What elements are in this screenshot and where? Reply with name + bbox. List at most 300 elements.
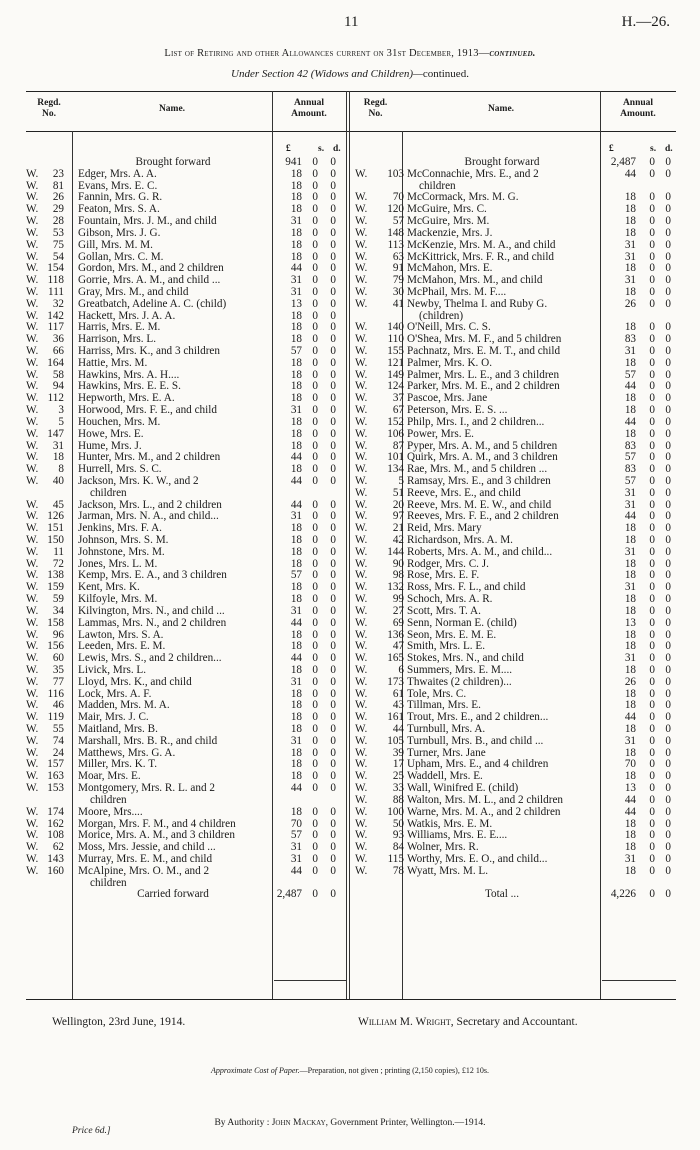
amount-shillings: 0 bbox=[649, 652, 655, 665]
regd-number: 30 bbox=[392, 285, 404, 298]
regd-prefix: W. bbox=[26, 498, 39, 511]
table-bottom-rule bbox=[26, 999, 676, 1000]
authority-suffix: , Government Printer, Wellington.—1914. bbox=[325, 1118, 486, 1128]
table-row bbox=[26, 429, 346, 441]
amount-pounds: 18 bbox=[290, 534, 302, 546]
allowee-name: Featon, Mrs. S. A. bbox=[78, 204, 160, 216]
authority-printer: John Mackay bbox=[271, 1118, 326, 1128]
amount-pence: 0 bbox=[665, 723, 671, 735]
amount-shillings: 0 bbox=[649, 404, 655, 417]
amount-shillings: 0 bbox=[312, 805, 318, 818]
amount-shillings: 0 bbox=[312, 723, 318, 735]
regd-number: 174 bbox=[47, 805, 64, 818]
amount-pence: 0 bbox=[330, 581, 336, 594]
allowee-name: Senn, Norman E. (child) bbox=[407, 617, 517, 629]
regd-prefix: W. bbox=[355, 557, 368, 570]
allowee-name: Hunter, Mrs. M., and 2 children bbox=[78, 452, 221, 464]
regd-number: 93 bbox=[392, 829, 404, 842]
allowee-name: McGuire, Mrs. C. bbox=[407, 204, 487, 216]
amount-shillings: 0 bbox=[312, 451, 318, 464]
header-regd-no-right bbox=[349, 98, 402, 120]
amount-pence: 0 bbox=[330, 510, 336, 523]
regd-prefix: W. bbox=[355, 297, 368, 310]
amount-pence: 0 bbox=[665, 167, 671, 180]
regd-number: 136 bbox=[387, 628, 404, 641]
amount-pence: 0 bbox=[665, 793, 671, 806]
amount-pounds: 18 bbox=[624, 534, 636, 546]
amount-pounds: 13 bbox=[624, 782, 636, 795]
amount-shillings: 0 bbox=[649, 297, 655, 310]
regd-number: 37 bbox=[392, 392, 404, 405]
allowee-name: Edger, Mrs. A. A. bbox=[78, 168, 157, 180]
amount-shillings: 0 bbox=[312, 581, 318, 594]
amount-pounds: 18 bbox=[624, 215, 636, 228]
amount-pounds: 18 bbox=[624, 723, 636, 735]
amount-pounds: 18 bbox=[624, 285, 636, 298]
regd-number: 160 bbox=[47, 864, 64, 877]
amount-shillings: 0 bbox=[649, 392, 655, 405]
amount-pence: 0 bbox=[665, 593, 671, 606]
amount-shillings: 0 bbox=[312, 545, 318, 558]
header-name-left: Name. bbox=[158, 104, 186, 114]
amount-pence: 0 bbox=[665, 238, 671, 251]
total-rule bbox=[602, 980, 676, 981]
amount-pence: 0 bbox=[330, 238, 336, 251]
allowee-name: Maitland, Mrs. B. bbox=[78, 724, 158, 735]
amount-shillings: 0 bbox=[312, 262, 318, 275]
allowee-name: children bbox=[419, 180, 456, 192]
regd-number: 142 bbox=[47, 309, 64, 322]
amount-pence: 0 bbox=[665, 569, 671, 582]
regd-number: 87 bbox=[392, 439, 404, 452]
allowee-name: Matthews, Mrs. G. A. bbox=[78, 747, 176, 759]
amount-pence: 0 bbox=[330, 640, 336, 653]
amount-shillings: 0 bbox=[312, 226, 318, 239]
regd-prefix: W. bbox=[26, 746, 39, 759]
regd-prefix: W. bbox=[26, 274, 39, 287]
regd-prefix: W. bbox=[355, 215, 368, 228]
allowee-name: Richardson, Mrs. A. M. bbox=[407, 535, 513, 546]
amount-pence: 0 bbox=[330, 652, 336, 665]
regd-number: 115 bbox=[387, 852, 404, 865]
amount-pounds: 18 bbox=[624, 569, 636, 582]
regd-number: 100 bbox=[387, 805, 404, 818]
table-row bbox=[26, 299, 346, 311]
allowee-name: Brought forward bbox=[135, 157, 211, 168]
allowee-name: Pachnatz, Mrs. E. M. T., and child bbox=[407, 346, 561, 357]
amount-pence: 0 bbox=[665, 380, 671, 393]
amount-shillings: 0 bbox=[312, 841, 318, 854]
amount-pence: 0 bbox=[330, 534, 336, 546]
amount-shillings: 0 bbox=[312, 356, 318, 369]
allowee-name: McMahon, Mrs. M., and child bbox=[407, 275, 543, 287]
regd-number: 35 bbox=[52, 663, 64, 676]
regd-number: 70 bbox=[392, 191, 404, 204]
amount-pounds: 18 bbox=[290, 805, 302, 818]
regd-number: 152 bbox=[387, 415, 404, 428]
amount-shillings: 0 bbox=[312, 167, 318, 180]
amount-pence: 0 bbox=[665, 356, 671, 369]
amount-pounds: 18 bbox=[624, 829, 636, 842]
regd-number: 155 bbox=[387, 345, 404, 357]
regd-prefix: W. bbox=[355, 687, 368, 700]
amount-shillings: 0 bbox=[649, 250, 655, 263]
allowee-name: McKenzie, Mrs. M. A., and child bbox=[407, 239, 556, 251]
amount-shillings: 0 bbox=[649, 321, 655, 334]
amount-shillings: 0 bbox=[649, 356, 655, 369]
allowee-name: Hepworth, Mrs. E. A. bbox=[78, 393, 175, 405]
allowee-name: (children) bbox=[419, 310, 464, 322]
regd-prefix: W. bbox=[355, 463, 368, 476]
allowee-name: Turnbull, Mrs. B., and child ... bbox=[407, 735, 544, 747]
amount-shillings: 0 bbox=[649, 782, 655, 795]
allowee-name: O'Neill, Mrs. C. S. bbox=[407, 322, 491, 334]
amount-shillings: 0 bbox=[312, 888, 318, 901]
amount-pence: 0 bbox=[330, 463, 336, 476]
allowee-name: Harriss, Mrs. K., and 3 children bbox=[78, 346, 220, 357]
amount-shillings: 0 bbox=[312, 285, 318, 298]
authority-prefix: By Authority : bbox=[214, 1118, 270, 1128]
allowee-name: Williams, Mrs. E. E.... bbox=[407, 830, 508, 842]
regd-prefix: W. bbox=[355, 486, 368, 499]
regd-number: 154 bbox=[47, 262, 64, 275]
regd-prefix: W. bbox=[26, 569, 39, 582]
allowee-name: Kilvington, Mrs. N., and child ... bbox=[78, 605, 225, 617]
regd-prefix: W. bbox=[26, 191, 39, 204]
amount-pounds: 18 bbox=[290, 439, 302, 452]
regd-prefix: W. bbox=[355, 581, 368, 594]
table-row bbox=[26, 606, 346, 618]
amount-pence: 0 bbox=[330, 699, 336, 712]
regd-prefix: W. bbox=[26, 392, 39, 405]
allowee-name: Watkis, Mrs. E. M. bbox=[407, 818, 493, 830]
amount-shillings: 0 bbox=[649, 380, 655, 393]
regd-number: 3 bbox=[58, 404, 64, 417]
regd-prefix: W. bbox=[26, 368, 39, 381]
regd-number: 113 bbox=[387, 238, 404, 251]
amount-shillings: 0 bbox=[649, 723, 655, 735]
amount-pence: 0 bbox=[665, 581, 671, 594]
regd-prefix: W. bbox=[26, 782, 39, 795]
amount-pounds: 44 bbox=[624, 805, 636, 818]
amount-pence: 0 bbox=[330, 569, 336, 582]
amount-pence: 0 bbox=[665, 156, 671, 168]
regd-prefix: W. bbox=[26, 841, 39, 854]
allowee-name: Summers, Mrs. E. M.... bbox=[407, 664, 513, 676]
regd-prefix: W. bbox=[355, 604, 368, 617]
unit-pence-left: d. bbox=[333, 144, 341, 154]
table-row bbox=[26, 358, 346, 370]
regd-number: 173 bbox=[387, 675, 404, 688]
regd-number: 97 bbox=[392, 510, 404, 523]
allowee-name: Gollan, Mrs. C. M. bbox=[78, 251, 164, 263]
regd-number: 21 bbox=[392, 522, 404, 535]
regd-prefix: W. bbox=[26, 167, 39, 180]
allowee-name: Ross, Mrs. F. L., and child bbox=[407, 582, 526, 594]
amount-pence: 0 bbox=[330, 663, 336, 676]
summary-row bbox=[355, 889, 676, 901]
amount-pounds: 44 bbox=[290, 616, 302, 629]
regd-prefix: W. bbox=[26, 723, 39, 735]
amount-pounds: 18 bbox=[624, 628, 636, 641]
regd-prefix: W. bbox=[355, 226, 368, 239]
regd-prefix: W. bbox=[355, 534, 368, 546]
amount-pounds: 18 bbox=[290, 333, 302, 346]
amount-pounds: 18 bbox=[290, 226, 302, 239]
amount-pence: 0 bbox=[665, 297, 671, 310]
allowee-name: Lawton, Mrs. S. A. bbox=[78, 629, 164, 641]
regd-prefix: W. bbox=[355, 864, 368, 877]
amount-pence: 0 bbox=[330, 841, 336, 854]
regd-prefix: W. bbox=[355, 345, 368, 357]
amount-pence: 0 bbox=[330, 215, 336, 228]
amount-pence: 0 bbox=[330, 345, 336, 357]
allowee-name: Total ... bbox=[484, 889, 519, 901]
regd-number: 44 bbox=[392, 723, 404, 735]
regd-number: 134 bbox=[387, 463, 404, 476]
regd-prefix: W. bbox=[26, 604, 39, 617]
regd-prefix: W. bbox=[26, 734, 39, 747]
allowee-name: Carried forward bbox=[137, 889, 209, 901]
title-text: List of Retiring and other Allowances current on 31st December, 1913— bbox=[164, 48, 490, 59]
amount-pounds: 18 bbox=[290, 711, 302, 724]
table-row bbox=[355, 488, 676, 500]
column-divider bbox=[349, 91, 350, 999]
unit-pence-right: d. bbox=[665, 144, 673, 154]
table-row bbox=[355, 807, 676, 819]
allowee-name: Turner, Mrs. Jane bbox=[407, 747, 486, 759]
amount-pence: 0 bbox=[665, 191, 671, 204]
amount-shillings: 0 bbox=[312, 852, 318, 865]
regd-number: 29 bbox=[52, 203, 64, 216]
regd-prefix: W. bbox=[26, 474, 39, 487]
regd-prefix: W. bbox=[26, 829, 39, 842]
amount-pounds: 18 bbox=[290, 321, 302, 334]
amount-shillings: 0 bbox=[649, 427, 655, 440]
amount-pounds: 941 bbox=[285, 156, 302, 168]
regd-prefix: W. bbox=[355, 262, 368, 275]
allowee-name: Ramsay, Mrs. E., and 3 children bbox=[407, 475, 551, 487]
table-row bbox=[355, 736, 676, 748]
regd-prefix: W. bbox=[355, 675, 368, 688]
amount-pence: 0 bbox=[330, 226, 336, 239]
regd-number: 106 bbox=[387, 427, 404, 440]
allowee-name: Thwaites (2 children)... bbox=[407, 676, 512, 688]
allowee-name: Jackson, Mrs. K. W., and 2 bbox=[78, 475, 199, 487]
regd-number: 26 bbox=[52, 191, 64, 204]
regd-number: 47 bbox=[392, 640, 404, 653]
amount-pounds: 31 bbox=[624, 250, 636, 263]
regd-prefix: W. bbox=[26, 427, 39, 440]
allowee-name: Hume, Mrs. J. bbox=[78, 440, 142, 452]
amount-pence: 0 bbox=[665, 711, 671, 724]
signatory-name: William M. Wright bbox=[358, 1016, 451, 1028]
regd-prefix: W. bbox=[26, 616, 39, 629]
table-row bbox=[26, 169, 346, 181]
allowee-name: Palmer, Mrs. K. O. bbox=[407, 357, 493, 369]
amount-pence: 0 bbox=[665, 250, 671, 263]
allowee-name: Seon, Mrs. E. M. E. bbox=[407, 629, 497, 641]
allowee-name: McConnachie, Mrs. E., and 2 bbox=[407, 168, 539, 180]
allowee-name: Rodger, Mrs. C. J. bbox=[407, 558, 489, 570]
left-allowance-list bbox=[26, 157, 346, 901]
regd-number: 28 bbox=[52, 215, 64, 228]
allowee-name: Gray, Mrs. M., and child bbox=[78, 286, 189, 298]
amount-pounds: 31 bbox=[624, 498, 636, 511]
amount-shillings: 0 bbox=[312, 522, 318, 535]
regd-number: 5 bbox=[398, 474, 404, 487]
amount-pounds: 18 bbox=[290, 640, 302, 653]
regd-number: 144 bbox=[387, 545, 404, 558]
header-no-label: No. bbox=[368, 109, 383, 119]
regd-number: 67 bbox=[392, 404, 404, 417]
amount-shillings: 0 bbox=[312, 817, 318, 830]
amount-shillings: 0 bbox=[312, 699, 318, 712]
amount-pounds: 31 bbox=[624, 652, 636, 665]
amount-pounds: 18 bbox=[624, 356, 636, 369]
amount-shillings: 0 bbox=[312, 345, 318, 357]
header-annual-amount-right bbox=[600, 98, 676, 120]
amount-pounds: 18 bbox=[624, 203, 636, 216]
regd-prefix: W. bbox=[26, 852, 39, 865]
amount-shillings: 0 bbox=[649, 203, 655, 216]
allowee-name: Kilfoyle, Mrs. M. bbox=[78, 594, 158, 606]
allowee-name: Moss, Mrs. Jessie, and child ... bbox=[78, 842, 216, 854]
allowee-name: Tole, Mrs. C. bbox=[407, 688, 467, 700]
amount-shillings: 0 bbox=[312, 569, 318, 582]
amount-shillings: 0 bbox=[649, 829, 655, 842]
amount-shillings: 0 bbox=[649, 474, 655, 487]
regd-number: 55 bbox=[52, 723, 64, 735]
amount-shillings: 0 bbox=[649, 439, 655, 452]
amount-pounds: 31 bbox=[624, 852, 636, 865]
regd-number: 91 bbox=[392, 262, 404, 275]
regd-number: 132 bbox=[387, 581, 404, 594]
amount-pence: 0 bbox=[330, 392, 336, 405]
header-annual-label: Annual bbox=[293, 98, 325, 108]
allowee-name: Hawkins, Mrs. A. H.... bbox=[78, 369, 180, 381]
regd-prefix: W. bbox=[355, 510, 368, 523]
regd-number: 54 bbox=[52, 250, 64, 263]
subtitle-text: Under Section 42 (Widows and Children)— bbox=[231, 68, 423, 80]
header-regd-label: Regd. bbox=[37, 98, 61, 108]
regd-prefix: W. bbox=[26, 179, 39, 192]
allowee-name: Montgomery, Mrs. R. L. and 2 bbox=[78, 783, 215, 795]
regd-number: 72 bbox=[52, 557, 64, 570]
regd-prefix: W. bbox=[26, 581, 39, 594]
amount-shillings: 0 bbox=[649, 687, 655, 700]
regd-prefix: W. bbox=[355, 285, 368, 298]
amount-shillings: 0 bbox=[312, 593, 318, 606]
regd-prefix: W. bbox=[355, 368, 368, 381]
regd-prefix: W. bbox=[26, 663, 39, 676]
document-title bbox=[0, 48, 700, 59]
regd-prefix: W. bbox=[26, 640, 39, 653]
amount-pence: 0 bbox=[665, 345, 671, 357]
subtitle-continued: continued. bbox=[422, 68, 469, 80]
amount-pounds: 18 bbox=[290, 380, 302, 393]
regd-prefix: W. bbox=[355, 191, 368, 204]
regd-number: 31 bbox=[52, 439, 64, 452]
regd-prefix: W. bbox=[355, 711, 368, 724]
regd-number: 39 bbox=[392, 746, 404, 759]
amount-shillings: 0 bbox=[649, 888, 655, 901]
amount-shillings: 0 bbox=[649, 498, 655, 511]
amount-shillings: 0 bbox=[649, 156, 655, 168]
allowee-name: Madden, Mrs. M. A. bbox=[78, 700, 170, 712]
amount-shillings: 0 bbox=[312, 274, 318, 287]
amount-pounds: 18 bbox=[624, 522, 636, 535]
regd-prefix: W. bbox=[355, 274, 368, 287]
amount-pence: 0 bbox=[665, 829, 671, 842]
regd-prefix: W. bbox=[355, 746, 368, 759]
allowee-name: Greatbatch, Adeline A. C. (child) bbox=[78, 298, 227, 310]
amount-pounds: 18 bbox=[290, 179, 302, 192]
allowee-name: Morice, Mrs. A. M., and 3 children bbox=[78, 830, 235, 842]
amount-pence: 0 bbox=[330, 675, 336, 688]
table-row bbox=[26, 736, 346, 748]
amount-pounds: 31 bbox=[290, 852, 302, 865]
amount-shillings: 0 bbox=[649, 167, 655, 180]
amount-pounds: 31 bbox=[290, 675, 302, 688]
allowee-name: Reid, Mrs. Mary bbox=[407, 523, 482, 535]
amount-pence: 0 bbox=[330, 203, 336, 216]
allowee-name: Upham, Mrs. E., and 4 children bbox=[407, 759, 549, 771]
regd-number: 143 bbox=[47, 852, 64, 865]
amount-pounds: 18 bbox=[290, 628, 302, 641]
regd-prefix: W. bbox=[26, 404, 39, 417]
allowee-name: Lewis, Mrs. S., and 2 children... bbox=[78, 653, 222, 665]
regd-prefix: W. bbox=[26, 593, 39, 606]
regd-number: 110 bbox=[387, 333, 404, 346]
amount-pounds: 31 bbox=[624, 486, 636, 499]
amount-shillings: 0 bbox=[312, 439, 318, 452]
allowee-name: Pyper, Mrs. A. M., and 5 children bbox=[407, 440, 558, 452]
amount-pounds: 18 bbox=[624, 404, 636, 417]
table-row bbox=[355, 240, 676, 252]
regd-prefix: W. bbox=[26, 628, 39, 641]
amount-pounds: 18 bbox=[290, 557, 302, 570]
regd-number: 50 bbox=[392, 817, 404, 830]
amount-pounds: 18 bbox=[290, 167, 302, 180]
table-row bbox=[26, 228, 346, 240]
amount-pounds: 18 bbox=[624, 699, 636, 712]
regd-number: 6 bbox=[398, 663, 404, 676]
regd-number: 45 bbox=[52, 498, 64, 511]
table-row bbox=[26, 287, 346, 299]
amount-pence: 0 bbox=[330, 746, 336, 759]
table-row bbox=[26, 795, 346, 807]
amount-pence: 0 bbox=[665, 663, 671, 676]
amount-pence: 0 bbox=[330, 474, 336, 487]
allowee-name: Hawkins, Mrs. E. E. S. bbox=[78, 381, 181, 393]
amount-pounds: 26 bbox=[624, 675, 636, 688]
allowee-name: Jenkins, Mrs. F. A. bbox=[78, 523, 162, 535]
amount-pounds: 18 bbox=[624, 262, 636, 275]
document-subtitle bbox=[0, 68, 700, 80]
table-row bbox=[26, 417, 346, 429]
amount-shillings: 0 bbox=[649, 581, 655, 594]
amount-pounds: 18 bbox=[624, 746, 636, 759]
amount-pence: 0 bbox=[330, 852, 336, 865]
regd-prefix: W. bbox=[26, 203, 39, 216]
amount-pence: 0 bbox=[665, 392, 671, 405]
amount-shillings: 0 bbox=[312, 179, 318, 192]
table-header-rule bbox=[26, 131, 676, 132]
allowee-name: children bbox=[90, 794, 127, 806]
table-row bbox=[355, 795, 676, 807]
amount-shillings: 0 bbox=[649, 415, 655, 428]
